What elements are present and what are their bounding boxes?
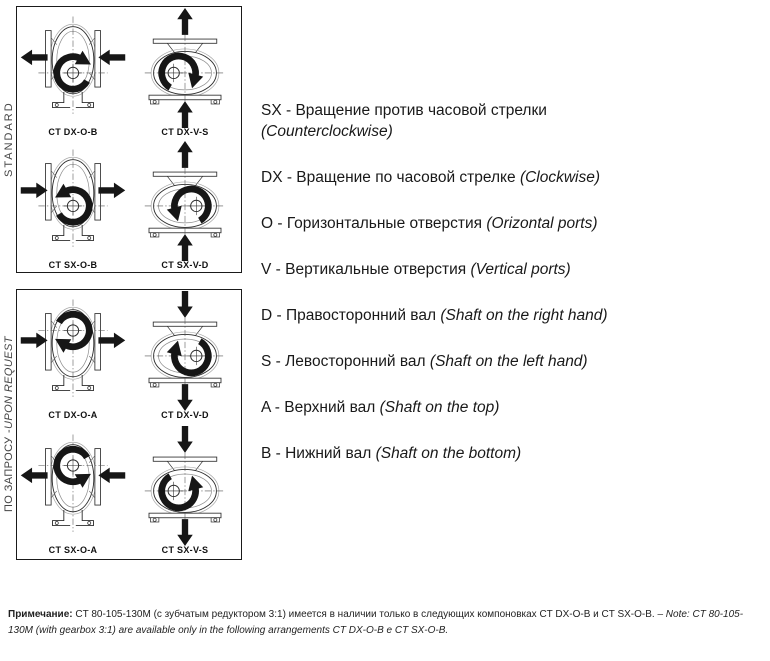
pump-drawing xyxy=(132,141,238,261)
flow-arrow-left xyxy=(21,50,48,66)
legend-item-B xyxy=(261,443,761,464)
pump-label: CT SX-V-D xyxy=(161,259,209,270)
legend-english-text: (Shaft on the right hand) xyxy=(440,307,608,324)
pump-diagram-ct-sx-o-b xyxy=(17,140,129,273)
legend-english-text: (Counterclockwise) xyxy=(261,123,393,140)
flow-arrow-left xyxy=(21,333,48,349)
pump-body xyxy=(145,452,225,524)
standard-panel xyxy=(3,6,242,273)
legend-item-DX xyxy=(261,167,761,188)
port-flange xyxy=(95,448,101,504)
pump-diagram-ct-dx-v-s xyxy=(129,7,241,140)
pump-drawing xyxy=(132,291,238,411)
port-flange xyxy=(95,31,101,87)
legend-english-text: (Shaft on the top) xyxy=(379,399,500,416)
legend-russian-text: O - Горизонтальные отверстия xyxy=(261,215,487,232)
standard-panel-side-label xyxy=(2,7,16,272)
legend-russian-text: D - Правосторонний вал xyxy=(261,307,441,324)
pump-diagram-ct-dx-v-d xyxy=(129,290,241,425)
legend-list xyxy=(261,100,761,489)
flow-arrow-top xyxy=(177,141,193,168)
footnote-label: Примечание: xyxy=(8,609,73,620)
legend-russian-text: A - Верхний вал xyxy=(261,399,380,416)
pump-body xyxy=(145,167,225,239)
flow-arrow-left xyxy=(21,467,48,483)
flow-arrow-right xyxy=(98,333,125,349)
legend-english-text: (Shaft on the bottom) xyxy=(375,445,522,462)
port-flange xyxy=(45,314,51,370)
flow-arrow-top xyxy=(177,8,193,35)
side-label-italic-text: UPON REQUEST xyxy=(3,336,15,430)
flow-arrow-right xyxy=(98,182,125,198)
legend-russian-text: SX - Вращение против часовой стрелки xyxy=(261,102,547,119)
flow-arrow-bottom xyxy=(177,101,193,128)
pump-label: CT DX-V-S xyxy=(161,127,209,137)
pump-diagram-ct-sx-v-d xyxy=(129,140,241,273)
legend-english-text: (Orizontal ports) xyxy=(486,215,598,232)
pump-label: CT DX-O-B xyxy=(48,127,98,137)
pump-diagram-ct-dx-o-b xyxy=(17,7,129,140)
legend-english-text: (Clockwise) xyxy=(519,169,601,186)
legend-russian-text: DX - Вращение по часовой стрелке xyxy=(261,169,520,186)
pump-drawing xyxy=(132,8,238,128)
side-label-text: STANDARD xyxy=(3,101,15,178)
upon-request-panel xyxy=(3,289,242,560)
pump-drawing xyxy=(20,141,126,261)
request-pump-grid xyxy=(17,290,241,559)
pump-label: CT DX-O-A xyxy=(48,410,98,420)
pump-diagram-ct-dx-o-a xyxy=(17,290,129,425)
standard-pump-grid xyxy=(17,7,241,272)
pump-drawing xyxy=(20,8,126,128)
flow-arrow-right xyxy=(98,50,125,66)
flow-arrow-top xyxy=(177,426,193,453)
flow-arrow-bottom xyxy=(177,384,193,411)
legend-russian-text: S - Левосторонний вал xyxy=(261,353,430,370)
pump-body xyxy=(38,149,107,246)
side-label-text: ПО ЗАПРОСУ - xyxy=(3,429,15,513)
footnote xyxy=(8,607,766,638)
port-flange xyxy=(45,163,51,219)
flow-arrow-left xyxy=(21,182,48,198)
legend-english-text: (Shaft on the left hand) xyxy=(429,353,588,370)
legend-item-D xyxy=(261,305,761,326)
flow-arrow-right xyxy=(98,467,125,483)
pump-diagram-ct-sx-o-a xyxy=(17,425,129,560)
pump-diagram-ct-sx-v-s xyxy=(129,425,241,560)
legend-item-A xyxy=(261,397,761,418)
legend-russian-text: V - Вертикальные отверстия xyxy=(261,261,471,278)
legend-item-O xyxy=(261,213,761,234)
upon-request-panel-side-label xyxy=(2,290,16,559)
pump-body xyxy=(145,35,225,107)
flow-arrow-bottom xyxy=(177,234,193,261)
legend-item-V xyxy=(261,259,761,280)
pump-drawing xyxy=(132,426,238,546)
footnote-english-text: – Note: CT 80-105-130M (with gearbox 3:1) are available only in the following arrangements CT DX-O-B e CT SX-O-B. xyxy=(8,609,744,636)
pump-body xyxy=(38,16,107,113)
pump-label: CT SX-O-A xyxy=(48,544,98,555)
legend-item-SX xyxy=(261,100,761,142)
legend-item-S xyxy=(261,351,761,372)
pump-label: CT DX-V-D xyxy=(161,410,209,420)
pump-body xyxy=(145,318,225,390)
pump-drawing xyxy=(20,291,126,411)
legend-russian-text: B - Нижний вал xyxy=(261,445,376,462)
pump-label: CT SX-O-B xyxy=(48,259,98,270)
footnote-russian-text: CT 80-105-130M (с зубчатым редуктором 3:1) имеется в наличии только в следующих компоновках CT DX-O-B и CT SX-O-B. xyxy=(72,609,655,620)
pump-label: CT SX-V-S xyxy=(161,544,209,555)
flow-arrow-top xyxy=(177,291,193,318)
flow-arrow-bottom xyxy=(177,519,193,546)
pump-drawing xyxy=(20,426,126,546)
legend-english-text: (Vertical ports) xyxy=(470,261,571,278)
